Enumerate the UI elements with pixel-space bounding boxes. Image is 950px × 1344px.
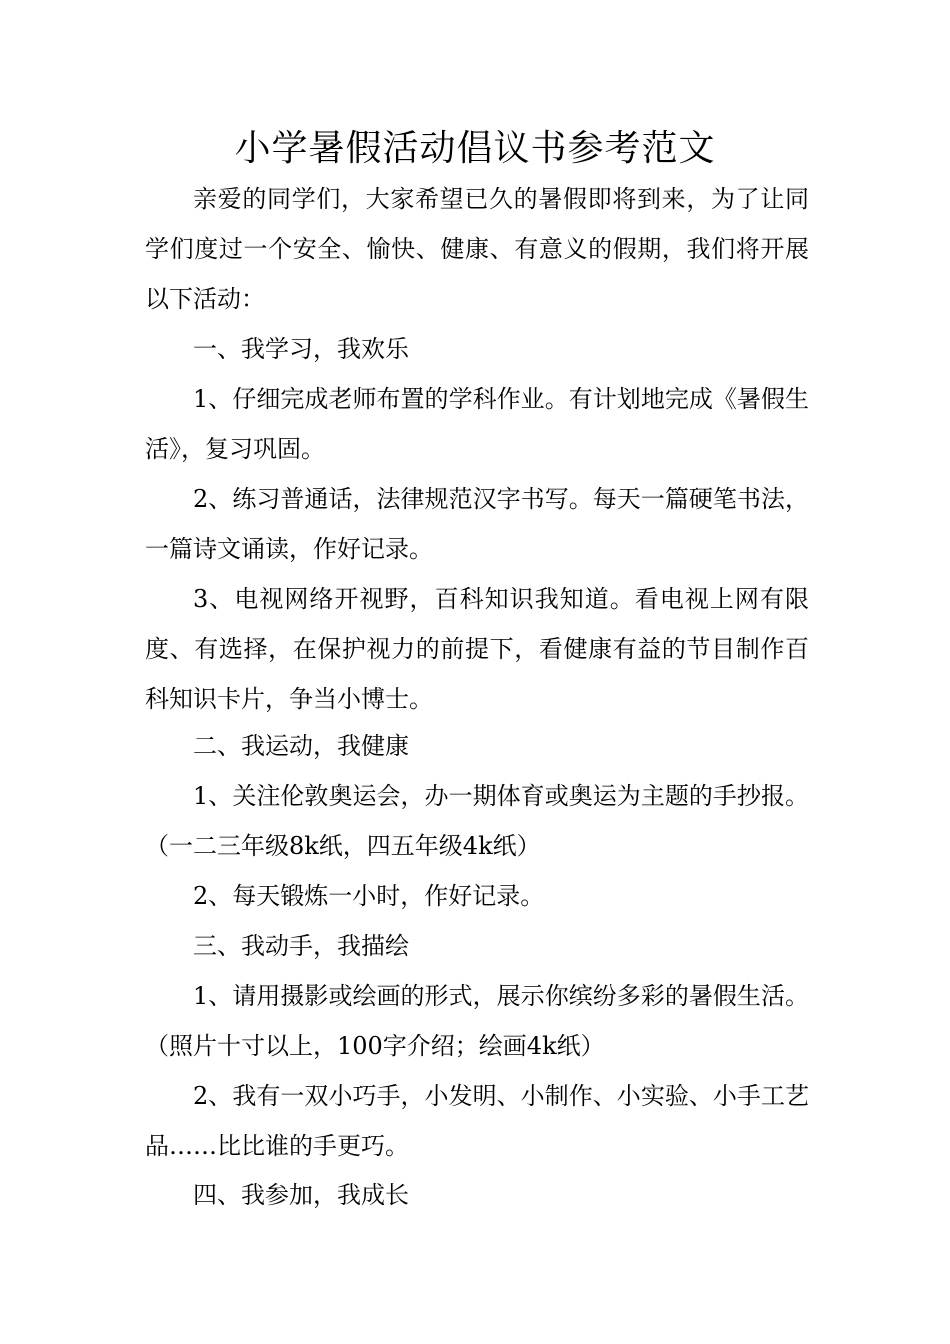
study-item-3: 3、电视网络开视野，百科知识我知道。看电视上网有限度、有选择，在保护视力的前提下，看健康有益的节目制作百科知识卡片，争当小博士。 — [145, 585, 809, 713]
document-title: 小学暑假活动倡议书参考范文 — [234, 128, 716, 169]
intro-paragraph: 亲爱的同学们，大家希望已久的暑假即将到来，为了让同学们度过一个安全、愉快、健康、有意义的假期，我们将开展以下活动： — [145, 185, 809, 313]
section-heading-sports: 二、我运动，我健康 — [193, 732, 409, 760]
handson-item-2: 2、我有一双小巧手，小发明、小制作、小实验、小手工艺品……比比谁的手更巧。 — [145, 1082, 809, 1160]
section-heading-handson: 三、我动手，我描绘 — [193, 932, 409, 960]
section-heading-study: 一、我学习，我欢乐 — [193, 335, 409, 363]
sports-item-1: 1、关注伦敦奥运会，办一期体育或奥运为主题的手抄报。（一二三年级8k纸，四五年级4k纸） — [145, 782, 809, 860]
handson-item-1: 1、请用摄影或绘画的形式，展示你缤纷多彩的暑假生活。（照片十寸以上，100字介绍；绘画4k纸） — [145, 982, 809, 1060]
study-item-1: 1、仔细完成老师布置的学科作业。有计划地完成《暑假生活》，复习巩固。 — [145, 385, 809, 463]
sports-item-2: 2、每天锻炼一小时，作好记录。 — [193, 882, 545, 910]
section-heading-participate: 四、我参加，我成长 — [193, 1181, 409, 1209]
study-item-2: 2、练习普通话，法律规范汉字书写。每天一篇硬笔书法，一篇诗文诵读，作好记录。 — [145, 485, 809, 563]
